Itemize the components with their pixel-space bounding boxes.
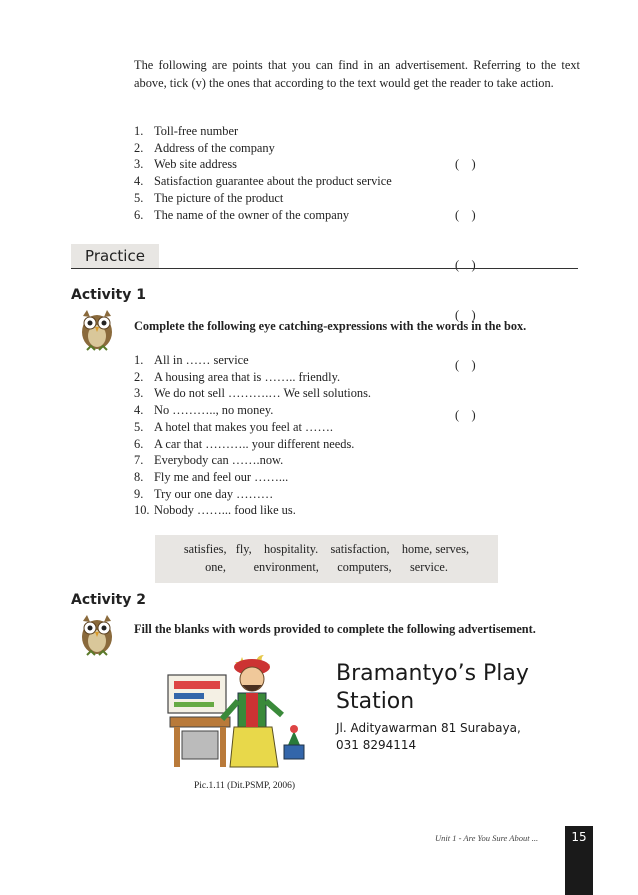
- tick-box[interactable]: ( ): [455, 357, 476, 372]
- list-item: 4. No ……….., no money.: [134, 403, 274, 418]
- list-item: 3. Web site address: [134, 157, 237, 172]
- list-item: 6. The name of the owner of the company: [134, 207, 350, 222]
- tick-box[interactable]: ( ): [455, 257, 476, 272]
- owl-icon: [77, 613, 117, 657]
- ad-title: [336, 660, 529, 716]
- list-item: 4. Satisfaction guarantee about the product service: [134, 174, 392, 189]
- list-item: 6. A car that ……….. your different needs.: [134, 436, 355, 451]
- points-list: [134, 123, 392, 223]
- footer-unit-title: Unit 1 - Are You Sure About ...: [435, 833, 539, 843]
- ad-phone: 031 8294114: [336, 738, 417, 752]
- activity-1-title: Activity 1: [71, 287, 146, 303]
- practice-heading: Practice: [71, 244, 159, 268]
- play-station-illustration: [160, 645, 310, 777]
- owl-icon: [77, 308, 117, 352]
- list-item: 5. A hotel that makes you feel at …….: [134, 419, 333, 434]
- list-item: 2. Address of the company: [134, 140, 275, 155]
- activity-1-instruction: Complete the following eye catching-expressions with the words in the box.: [134, 319, 527, 333]
- ad-address: Jl. Adityawarman 81 Surabaya,: [336, 721, 521, 735]
- list-item: 10. Nobody ……... food like us.: [134, 503, 296, 518]
- word-box: [155, 535, 498, 583]
- tick-box[interactable]: ( ): [455, 157, 476, 172]
- activity-2-instruction: Fill the blanks with words provided to complete the following advertisement.: [134, 622, 536, 636]
- ad-contact: [336, 720, 521, 754]
- list-item: 7. Everybody can …….now.: [134, 453, 284, 468]
- tick-box[interactable]: ( ): [455, 407, 476, 422]
- list-item: 1. All in …… service: [134, 353, 249, 367]
- tick-box[interactable]: ( ): [455, 307, 476, 322]
- tick-box[interactable]: ( ): [455, 207, 476, 222]
- list-item: 2. A housing area that is …….. friendly.: [134, 369, 341, 384]
- list-item: 9. Try our one day ………: [134, 486, 274, 501]
- word-box-line-2: one, environment, computers, service.: [205, 560, 448, 574]
- ad-title-line-2: Station: [336, 689, 415, 714]
- list-item: 5. The picture of the product: [134, 190, 284, 205]
- picture-caption: Pic.1.11 (Dit.PSMP, 2006): [194, 781, 295, 791]
- activity-2-title: Activity 2: [71, 592, 146, 608]
- checkbox-column: [455, 123, 476, 440]
- list-item: 8. Fly me and feel our ……...: [134, 469, 289, 484]
- intro-paragraph: The following are points that you can find in an advertisement. Referring to the text above, tick (v) the ones that according to the text would get the reader to take action.: [134, 58, 580, 90]
- word-box-line-1: satisfies, fly, hospitality. satisfaction, home, serves,: [183, 542, 470, 556]
- page-number: 15: [565, 826, 593, 895]
- list-item: 3. We do not sell ……….… We sell solutions.: [134, 386, 372, 401]
- ad-title-line-1: Bramantyo’s Play: [336, 661, 529, 686]
- list-item: 1. Toll-free number: [134, 124, 239, 138]
- activity-1-list: [134, 352, 371, 519]
